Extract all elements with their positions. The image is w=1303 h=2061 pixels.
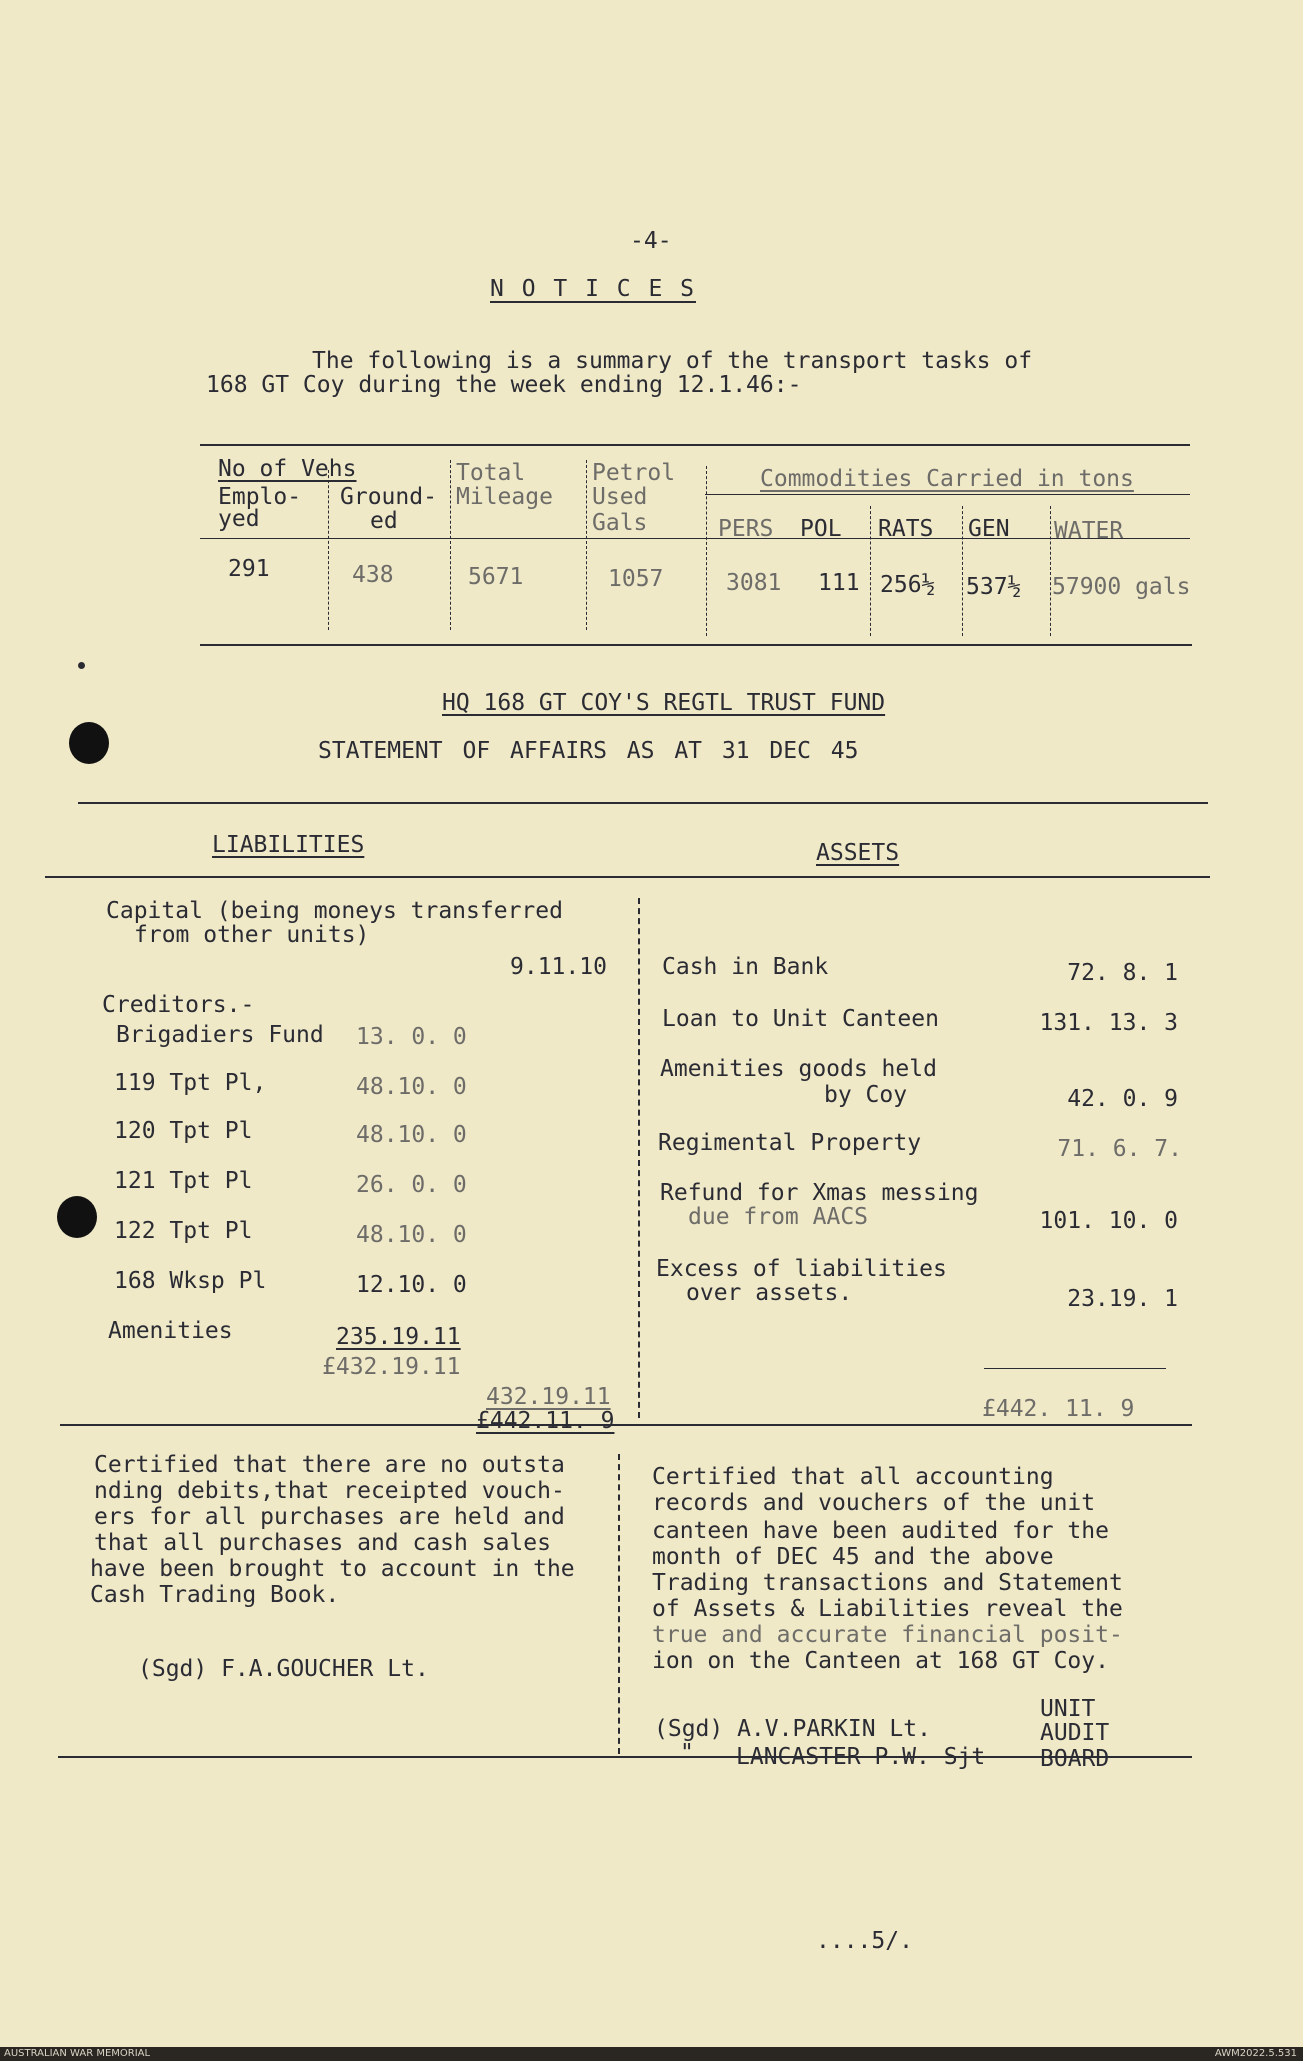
center-divider <box>638 898 640 1418</box>
certificate-left-line: nding debits,that receipted vouch- <box>94 1478 565 1504</box>
asset-refund-amount: 101. 10. 0 <box>1039 1208 1178 1234</box>
footer-institution: AUSTRALIAN WAR MEMORIAL <box>4 2048 151 2059</box>
notices-heading: N O T I C E S <box>490 276 697 302</box>
audit-board-2: AUDIT <box>1040 1720 1110 1746</box>
right-signature-1: (Sgd) A.V.PARKIN Lt. <box>654 1716 931 1742</box>
assets-total-rule <box>984 1368 1166 1369</box>
asset-regimental-amount: 71. 6. 7. <box>1057 1136 1182 1162</box>
center-divider-lower <box>618 1454 620 1754</box>
creditor-amount: 26. 0. 0 <box>356 1172 467 1198</box>
asset-excess-amount: 23.19. 1 <box>1067 1286 1178 1312</box>
header-petrol-1: Petrol <box>592 460 676 486</box>
creditor-amount: 13. 0. 0 <box>356 1024 467 1050</box>
audit-board-1: UNIT <box>1040 1696 1096 1722</box>
ink-dot <box>78 662 85 669</box>
header-grounded-1: Ground- <box>340 484 437 510</box>
liabilities-subtotal: £432.19.11 <box>322 1354 461 1380</box>
footer-reference: AWM2022.5.531 <box>1214 2048 1297 2059</box>
asset-excess-line-1: Excess of liabilities <box>656 1256 947 1282</box>
audit-board-3: BOARD <box>1040 1746 1110 1772</box>
asset-refund-line-1: Refund for Xmas messing <box>660 1180 979 1206</box>
continuation-mark: ....5/. <box>816 1928 913 1954</box>
amenities-amount: 235.19.11 <box>336 1324 461 1350</box>
summary-line-2: 168 GT Coy during the week ending 12.1.46:- <box>206 372 802 398</box>
col-divider <box>328 470 329 630</box>
assets-header: ASSETS <box>816 840 900 866</box>
asset-excess-line-2: over assets. <box>686 1280 853 1306</box>
col-divider <box>962 506 963 636</box>
header-pol: POL <box>800 516 842 542</box>
page-number: -4- <box>630 228 672 254</box>
asset-amenities-line-2: by Coy <box>824 1082 908 1108</box>
capital-line-2: from other units) <box>134 922 370 948</box>
certificate-right-line: Certified that all accounting <box>652 1464 1054 1490</box>
creditor-label: Brigadiers Fund <box>116 1022 324 1048</box>
liabilities-carried: 432.19.11 <box>486 1384 611 1410</box>
table-bottom-rule <box>200 644 1192 646</box>
certificate-right-line: canteen have been audited for the <box>652 1518 1109 1544</box>
creditor-amount: 12.10. 0 <box>356 1272 467 1298</box>
asset-amenities-amount: 42. 0. 9 <box>1067 1086 1178 1112</box>
header-gen: GEN <box>968 516 1010 542</box>
col-divider <box>706 466 707 636</box>
header-water: WATER <box>1054 518 1124 544</box>
right-signature-ditto: " <box>680 1740 694 1766</box>
capital-amount: 9.11.10 <box>510 954 607 980</box>
commodities-rule <box>705 494 1190 495</box>
punch-hole-top <box>69 722 109 764</box>
asset-loan-amount: 131. 13. 3 <box>1039 1010 1178 1036</box>
value-water: 57900 gals <box>1052 574 1191 600</box>
col-divider <box>586 460 587 630</box>
value-rats: 256½ <box>880 572 936 598</box>
assets-total: £442. 11. 9 <box>982 1396 1135 1422</box>
certificate-right-line: records and vouchers of the unit <box>652 1490 1096 1516</box>
certificate-right-line: Trading transactions and Statement <box>652 1570 1123 1596</box>
certificate-left-signature: (Sgd) F.A.GOUCHER Lt. <box>138 1656 429 1682</box>
header-grounded-2: ed <box>370 508 398 534</box>
table-header-rule <box>200 538 1190 539</box>
certificate-left-line: ers for all purchases are held and <box>94 1504 565 1530</box>
value-mileage: 5671 <box>468 564 524 590</box>
header-employed-2: yed <box>218 506 260 532</box>
header-petrol-2: Used <box>592 484 648 510</box>
header-commodities: Commodities Carried in tons <box>760 466 1134 492</box>
archive-footer <box>0 2047 1303 2061</box>
creditor-label: 168 Wksp Pl <box>114 1268 267 1294</box>
punch-hole-bottom <box>57 1196 97 1238</box>
asset-refund-line-2: due from AACS <box>688 1204 869 1230</box>
asset-cash-amount: 72. 8. 1 <box>1067 960 1178 986</box>
creditor-amount: 48.10. 0 <box>356 1074 467 1100</box>
header-total-2: Mileage <box>456 484 553 510</box>
header-total-1: Total <box>456 460 526 486</box>
fund-rule-top <box>78 802 1208 804</box>
fund-rule-header <box>45 876 1210 878</box>
certificate-left-line: Cash Trading Book. <box>90 1582 340 1608</box>
value-petrol: 1057 <box>608 566 664 592</box>
value-pers: 3081 <box>726 570 782 596</box>
header-employed-1: Emplo- <box>218 484 302 510</box>
header-petrol-3: Gals <box>592 510 648 536</box>
amenities-label: Amenities <box>108 1318 233 1344</box>
capital-line-1: Capital (being moneys transferred <box>106 898 563 924</box>
liabilities-total: £442.11. 9 <box>476 1408 615 1434</box>
value-pol: 111 <box>818 570 860 596</box>
col-divider <box>1050 506 1051 636</box>
fund-rule-bottom <box>60 1424 1192 1426</box>
asset-amenities-line-1: Amenities goods held <box>660 1056 937 1082</box>
fund-title: HQ 168 GT COY'S REGTL TRUST FUND <box>442 690 886 716</box>
asset-loan-label: Loan to Unit Canteen <box>662 1006 939 1032</box>
asset-cash-label: Cash in Bank <box>662 954 829 980</box>
certificate-right-line: of Assets & Liabilities reveal the <box>652 1596 1123 1622</box>
value-employed: 291 <box>228 556 270 582</box>
creditor-label: 121 Tpt Pl <box>114 1168 253 1194</box>
creditor-label: 119 Tpt Pl, <box>114 1070 267 1096</box>
creditor-label: 120 Tpt Pl <box>114 1118 253 1144</box>
col-divider <box>870 506 871 636</box>
header-no-of-vehs: No of Vehs <box>218 456 357 482</box>
creditors-label: Creditors.- <box>102 992 255 1018</box>
asset-regimental-label: Regimental Property <box>658 1130 922 1156</box>
value-gen: 537½ <box>966 574 1022 600</box>
certificate-left-line: have been brought to account in the <box>90 1556 575 1582</box>
value-grounded: 438 <box>352 562 394 588</box>
col-divider <box>450 460 451 630</box>
header-pers: PERS <box>718 516 774 542</box>
certificate-right-line: true and accurate financial posit- <box>652 1622 1123 1648</box>
certificate-right-line: month of DEC 45 and the above <box>652 1544 1054 1570</box>
certificates-rule <box>58 1756 1192 1758</box>
header-rats: RATS <box>878 516 934 542</box>
creditor-amount: 48.10. 0 <box>356 1222 467 1248</box>
creditor-label: 122 Tpt Pl <box>114 1218 253 1244</box>
certificate-left-line: that all purchases and cash sales <box>94 1530 551 1556</box>
table-top-rule <box>200 444 1190 446</box>
liabilities-header: LIABILITIES <box>212 832 365 858</box>
summary-line-1: The following is a summary of the transport tasks of <box>312 348 1033 374</box>
certificate-left-line: Certified that there are no outsta <box>94 1452 565 1478</box>
fund-subtitle: STATEMENT OF AFFAIRS AS AT 31 DEC 45 <box>318 738 859 764</box>
certificate-right-line: ion on the Canteen at 168 GT Coy. <box>652 1648 1109 1674</box>
creditor-amount: 48.10. 0 <box>356 1122 467 1148</box>
right-signature-2: LANCASTER P.W. Sjt <box>736 1744 986 1770</box>
